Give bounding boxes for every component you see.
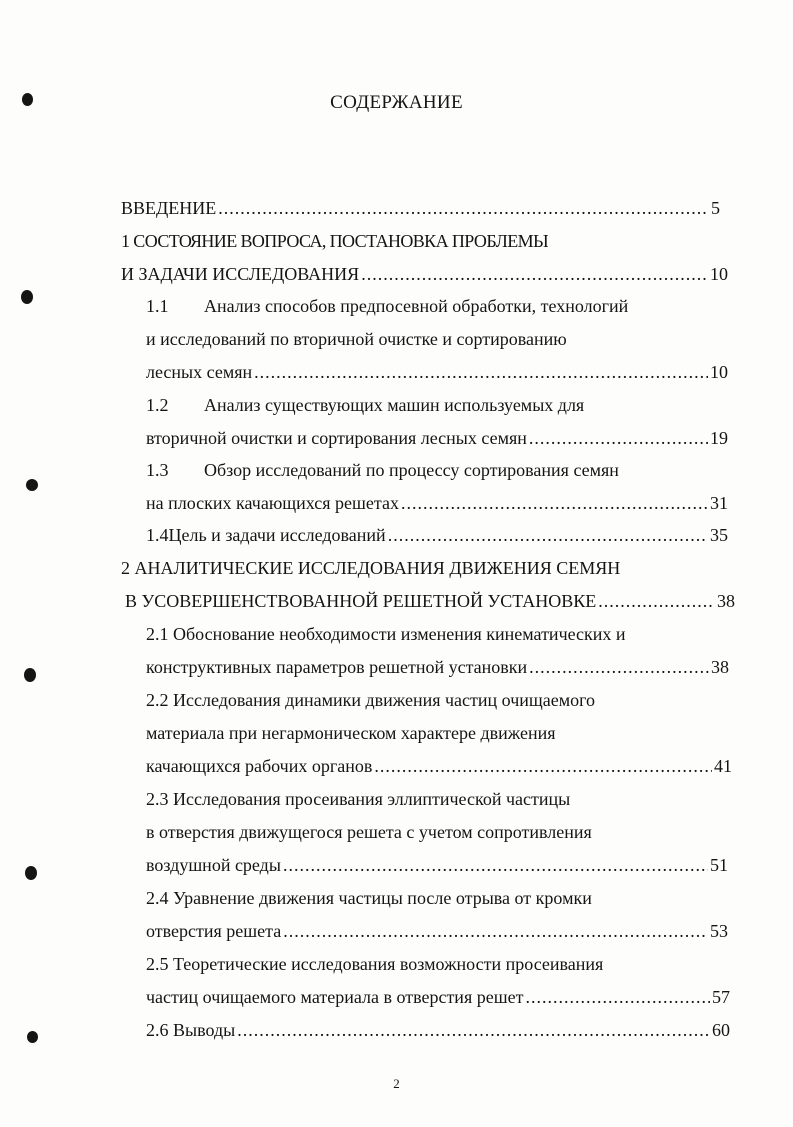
punch-hole [27, 1031, 38, 1043]
toc-entry-chapter-2-line-2[interactable]: В УСОВЕРШЕНСТВОВАННОЙ РЕШЕТНОЙ УСТАНОВКЕ ..... 38 [125, 588, 735, 614]
toc-entry-2-2-line-1[interactable]: 2.2 Исследования динамики движения частиц очищаемого [146, 690, 596, 710]
punch-hole [24, 668, 36, 682]
toc-title: СОДЕРЖАНИЕ [330, 92, 463, 113]
toc-entry-2-4-line-1[interactable]: 2.4 Уравнение движения частицы после отрыва от кромки [146, 888, 592, 908]
toc-entry-1-1-line-2[interactable]: и исследований по вторичной очистке и сортированию [146, 329, 567, 349]
toc-entry-chapter-2-line-1[interactable]: 2 АНАЛИТИЧЕСКИЕ ИССЛЕДОВАНИЯ ДВИЖЕНИЯ СЕМЯН [121, 558, 621, 578]
toc-entry-chapter-1-line-1[interactable]: 1 СОСТОЯНИЕ ВОПРОСА, ПОСТАНОВКА ПРОБЛЕМЫ [121, 231, 549, 251]
toc-entry-2-2-line-2[interactable]: материала при негармоническом характере движения [146, 723, 556, 743]
punch-hole [21, 290, 33, 304]
toc-entry-2-1-line-2[interactable]: конструктивных параметров решетной установки ..... 38 [146, 654, 729, 680]
toc-entry-2-3-line-3[interactable]: воздушной среды ..... 51 [146, 852, 728, 878]
toc-entry-2-1-line-1[interactable]: 2.1 Обоснование необходимости изменения кинематических и [146, 624, 626, 644]
toc-entry-1-2-line-2[interactable]: вторичной очистки и сортирования лесных семян ..... 19 [146, 425, 728, 451]
toc-entry-1-2-line-1[interactable]: 1.2 Анализ существующих машин используемых для [146, 395, 585, 415]
toc-entry-2-4-line-2[interactable]: отверстия решета ..... 53 [146, 918, 728, 944]
toc-entry-introduction[interactable]: ВВЕДЕНИЕ ..... 5 [121, 195, 720, 221]
toc-entry-1-1-line-1[interactable]: 1.1 Анализ способов предпосевной обработки, технологий [146, 296, 629, 316]
toc-entry-1-1-line-3[interactable]: лесных семян ..... 10 [146, 359, 728, 385]
toc-entry-1-3-line-1[interactable]: 1.3 Обзор исследований по процессу сортирования семян [146, 460, 619, 480]
punch-hole [22, 93, 33, 106]
toc-entry-1-4[interactable]: 1.4 Цель и задачи исследований ..... 35 [146, 522, 728, 548]
punch-hole [26, 479, 38, 491]
toc-entry-2-6[interactable]: 2.6 Выводы ..... 60 [146, 1017, 730, 1043]
toc-entry-chapter-1-line-2[interactable]: И ЗАДАЧИ ИССЛЕДОВАНИЯ ..... 10 [121, 261, 728, 287]
page-number: 2 [393, 1076, 400, 1091]
toc-entry-2-2-line-3[interactable]: качающихся рабочих органов ..... 41 [146, 753, 732, 779]
toc-entry-1-3-line-2[interactable]: на плоских качающихся решетах ..... 31 [146, 490, 728, 516]
punch-hole [25, 866, 37, 880]
toc-entry-2-3-line-1[interactable]: 2.3 Исследования просеивания эллиптической частицы [146, 789, 571, 809]
toc-entry-2-3-line-2[interactable]: в отверстия движущегося решета с учетом сопротивления [146, 822, 592, 842]
toc-entry-2-5-line-1[interactable]: 2.5 Теоретические исследования возможности просеивания [146, 954, 604, 974]
toc-entry-2-5-line-2[interactable]: частиц очищаемого материала в отверстия решет ..... 57 [146, 984, 730, 1010]
